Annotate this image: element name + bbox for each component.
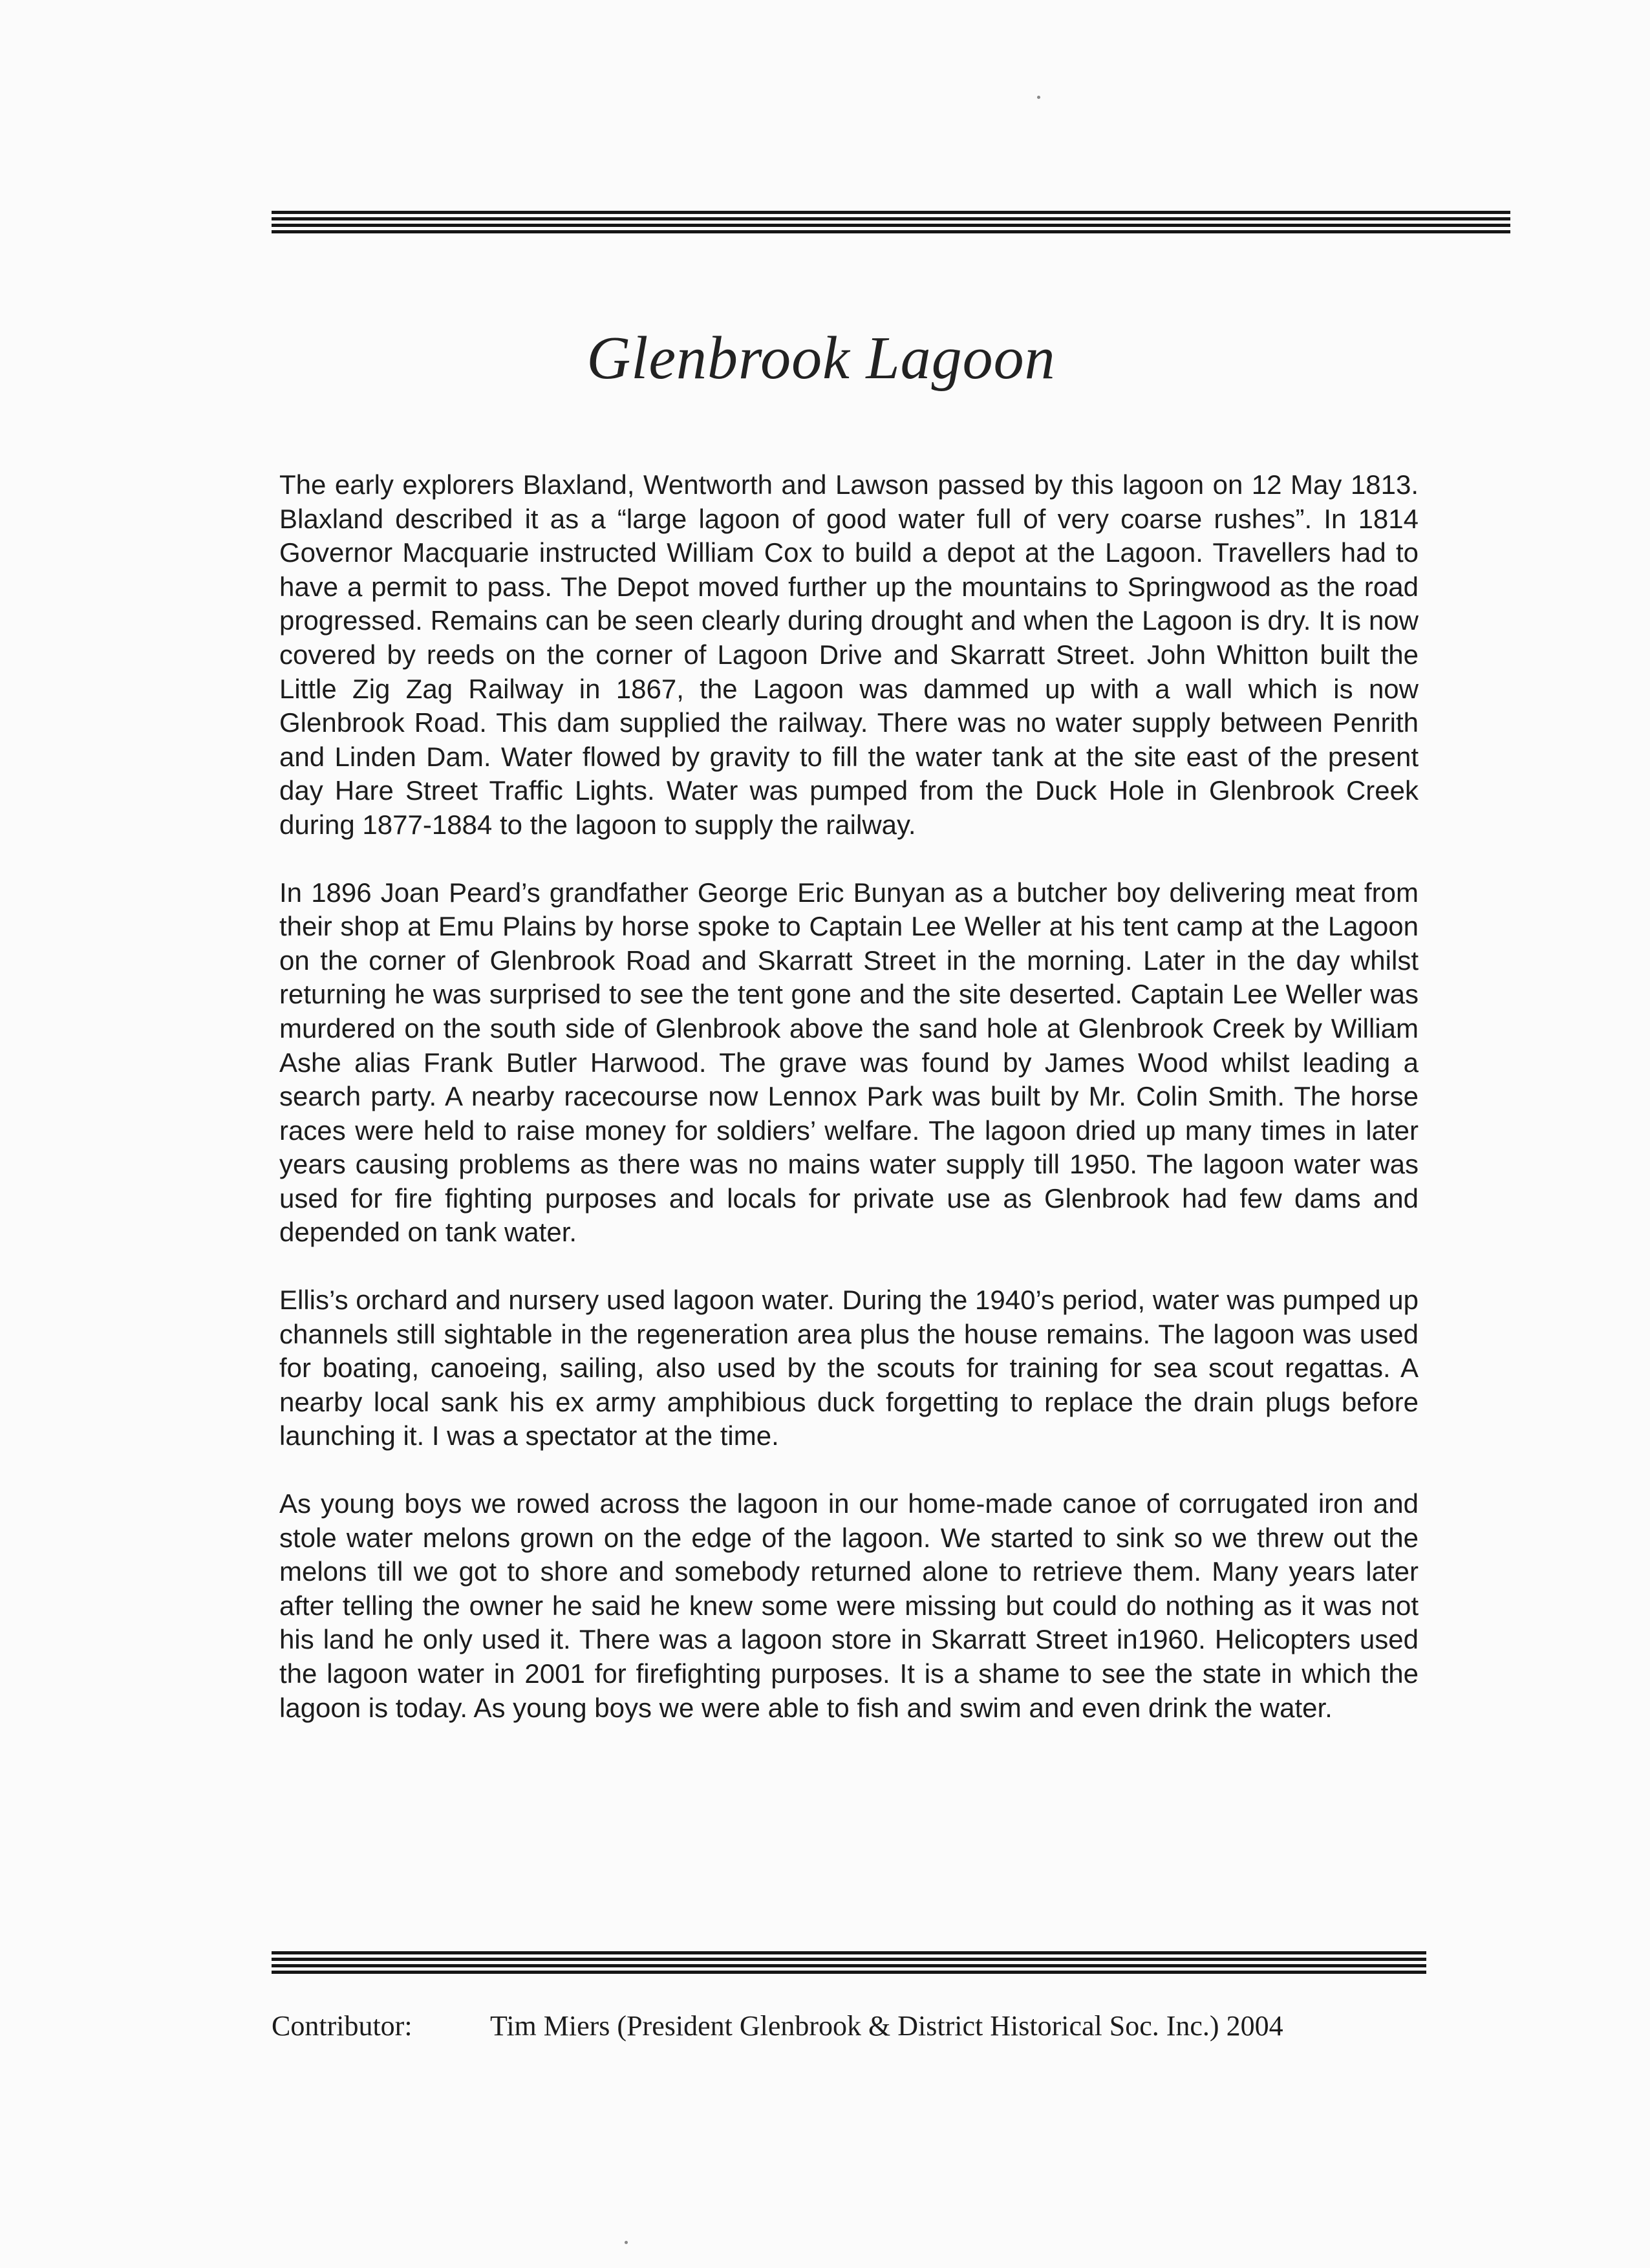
paragraph-4: As young boys we rowed across the lagoon in our home-made canoe of corrugated iron and stole water melons grown on the edge of the lagoon. We started to sink so we threw out the melons till we got to shore and somebody returned alone to retrieve them. Many years later after telling the owner he said he knew some were missing but could do nothing as it was not his land he only used it. There was a lagoon store in Skarratt Street in1960. Helicopters used the lagoon water in 2001 for firefighting purposes. It is a shame to see the state in which the lagoon is today. As young boys we were able to fish and swim and even drink the water. (279, 1488, 1419, 1723)
page-title: Glenbrook Lagoon (586, 325, 1056, 392)
scan-speck (625, 2241, 628, 2244)
top-divider (272, 211, 1510, 237)
bottom-divider (272, 1951, 1426, 1977)
scan-speck (1037, 96, 1040, 99)
article-body (279, 468, 1419, 1759)
contributor-line (272, 2009, 1435, 2042)
paragraph-2: In 1896 Joan Peard’s grandfather George Eric Bunyan as a butcher boy delivering meat from their shop at Emu Plains by horse spoke to Captain Lee Weller at his tent camp at the Lagoon on the corner of Glenbrook Road and Skarratt Street in the morning. Later in the day whilst returning he was surprised to see the tent gone and the site deserted. Captain Lee Weller was murdered on the south side of Glenbrook above the sand hole at Glenbrook Creek by William Ashe alias Frank Butler Harwood. The grave was found by James Wood whilst leading a search party. A nearby racecourse now Lennox Park was built by Mr. Colin Smith. The horse races were held to raise money for soldiers’ welfare. The lagoon dried up many times in later years causing problems as there was no mains water supply till 1950. The lagoon water was used for fire fighting purposes and locals for private use as Glenbrook had few dams and depended on tank water. (279, 877, 1419, 1248)
paragraph-1: The early explorers Blaxland, Wentworth and Lawson passed by this lagoon on 12 May 1813. Blaxland described it as a “large lagoon of good water full of very coarse rushes”. In 1814 Governor Macquarie instructed William Cox to build a depot at the Lagoon. Travellers had to have a permit to pass. The Depot moved further up the mountains to Springwood as the road progressed. Remains can be seen clearly during drought and when the Lagoon is dry. It is now covered by reeds on the corner of Lagoon Drive and Skarratt Street. John Whitton built the Little Zig Zag Railway in 1867, the Lagoon was dammed up with a wall which is now Glenbrook Road. This dam supplied the railway. There was no water supply between Penrith and Linden Dam. Water flowed by gravity to fill the water tank at the site east of the present day Hare Street Traffic Lights. Water was pumped from the Duck Hole in Glenbrook Creek during 1877-1884 to the lagoon to supply the railway. (279, 469, 1419, 840)
paragraph-3: Ellis’s orchard and nursery used lagoon water. During the 1940’s period, water was pumped up channels still sightable in the regeneration area plus the house remains. The lagoon was used for boating, canoeing, sailing, also used by the scouts for training for sea scout regattas. A nearby local sank his ex army amphibious duck forgetting to replace the drain plugs before launching it. I was a spectator at the time. (279, 1285, 1419, 1451)
contributor-text: Tim Miers (President Glenbrook & District Historical Soc. Inc.) 2004 (490, 2010, 1283, 2042)
contributor-label: Contributor: (272, 2010, 412, 2042)
